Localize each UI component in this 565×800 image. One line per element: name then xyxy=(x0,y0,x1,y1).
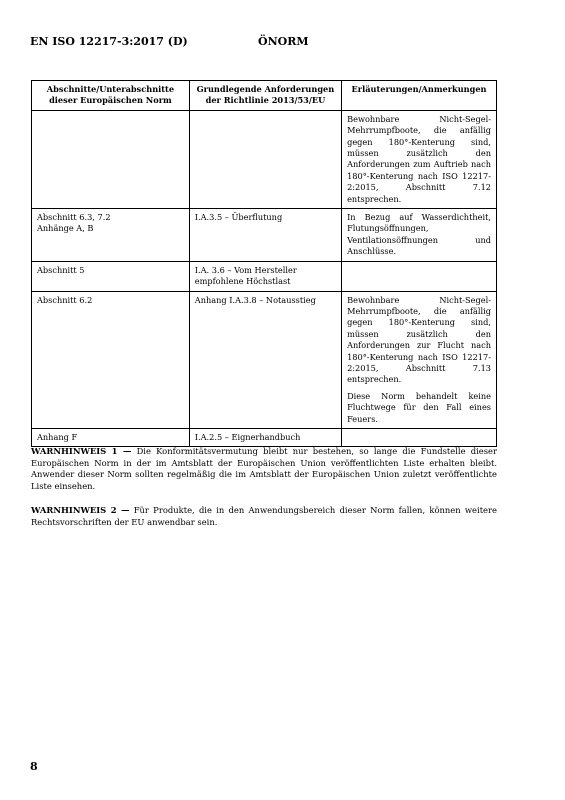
section-cell xyxy=(32,110,190,208)
table-row xyxy=(32,428,497,446)
notes-cell xyxy=(342,209,497,262)
section-line: Abschnitt 6.2 xyxy=(37,294,93,305)
notes-cell xyxy=(342,291,497,428)
section-cell xyxy=(32,291,190,428)
column-header-requirements: Grundlegende Anforderungen der Richtlinie 2013/53/EU xyxy=(189,81,341,111)
document-id: EN ISO 12217-3:2017 (D) xyxy=(30,35,188,48)
note-paragraph: Bewohnbare Nicht-Segel-Mehrrumpfboote, die anfällig gegen 180°-Kenterung sind, müssen zusätzlich den Anforderungen zur Flucht nach 180°-Kenterung nach ISO 12217-2:2015, Abschnitt 7.13 entsprechen. xyxy=(347,294,491,385)
table-row xyxy=(32,261,497,291)
note-paragraph: In Bezug auf Wasserdichtheit, Flutungsöffnungen, Ventilationsöffnungen und Anschlüsse. xyxy=(347,212,491,257)
requirement-cell: Anhang I.A.3.8 – Notausstieg xyxy=(189,291,341,428)
requirement-cell: I.A.2.5 – Eignerhandbuch xyxy=(189,428,341,446)
warning-2-label: WARNHINWEIS 2 — xyxy=(31,505,130,515)
table-header-row xyxy=(32,81,497,111)
note-paragraph: Bewohnbare Nicht-Segel-Mehrrumpfboote, die anfällig gegen 180°-Kenterung sind, müssen zusätzlich den Anforderungen zum Auftrieb nach 180°-Kenterung nach ISO 12217-2:2015, Abschnitt 7.12 entsprechen. xyxy=(347,113,491,204)
note-paragraph: Diese Norm behandelt keine Fluchtwege für den Fall eines Feuers. xyxy=(347,390,491,424)
publisher-label: ÖNORM xyxy=(258,35,309,48)
requirement-cell: I.A.3.5 – Überflutung xyxy=(189,209,341,262)
notes-cell xyxy=(342,110,497,208)
warning-2 xyxy=(31,505,497,528)
column-header-notes: Erläuterungen/Anmerkungen xyxy=(342,81,497,111)
column-header-sections: Abschnitte/Unterabschnitte dieser Europäischen Norm xyxy=(32,81,190,111)
warning-1 xyxy=(31,446,497,492)
notes-cell xyxy=(342,428,497,446)
page-number: 8 xyxy=(30,760,38,773)
section-line: Abschnitt 6.3, 7.2 xyxy=(37,212,111,223)
section-cell xyxy=(32,209,190,262)
requirement-cell: I.A. 3.6 – Vom Hersteller empfohlene Höchstlast xyxy=(189,261,341,291)
section-cell xyxy=(32,261,190,291)
notes-cell xyxy=(342,261,497,291)
table-row xyxy=(32,291,497,428)
section-line: Anhänge A, B xyxy=(37,223,94,234)
section-cell xyxy=(32,428,190,446)
table-row xyxy=(32,110,497,208)
warning-1-text: Die Konformitätsvermutung bleibt nur bestehen, so lange die Fundstelle dieser Europäischen Norm in der im Amtsblatt der Europäischen Union veröffentlichten Liste erhalten bleibt. Anwender dieser Norm sollten regelmäßig die im Amtsblatt der Europäischen Union zuletzt veröffentlichte Liste einsehen. xyxy=(31,446,497,491)
requirement-cell xyxy=(189,110,341,208)
table-row xyxy=(32,209,497,262)
section-line: Abschnitt 5 xyxy=(37,264,85,275)
warning-2-text: Für Produkte, die in den Anwendungsbereich dieser Norm fallen, können weitere Rechtsvorschriften der EU anwendbar sein. xyxy=(31,505,497,527)
section-line: Anhang F xyxy=(37,431,78,442)
warning-1-label: WARNHINWEIS 1 — xyxy=(31,446,132,456)
correspondence-table xyxy=(31,80,497,447)
